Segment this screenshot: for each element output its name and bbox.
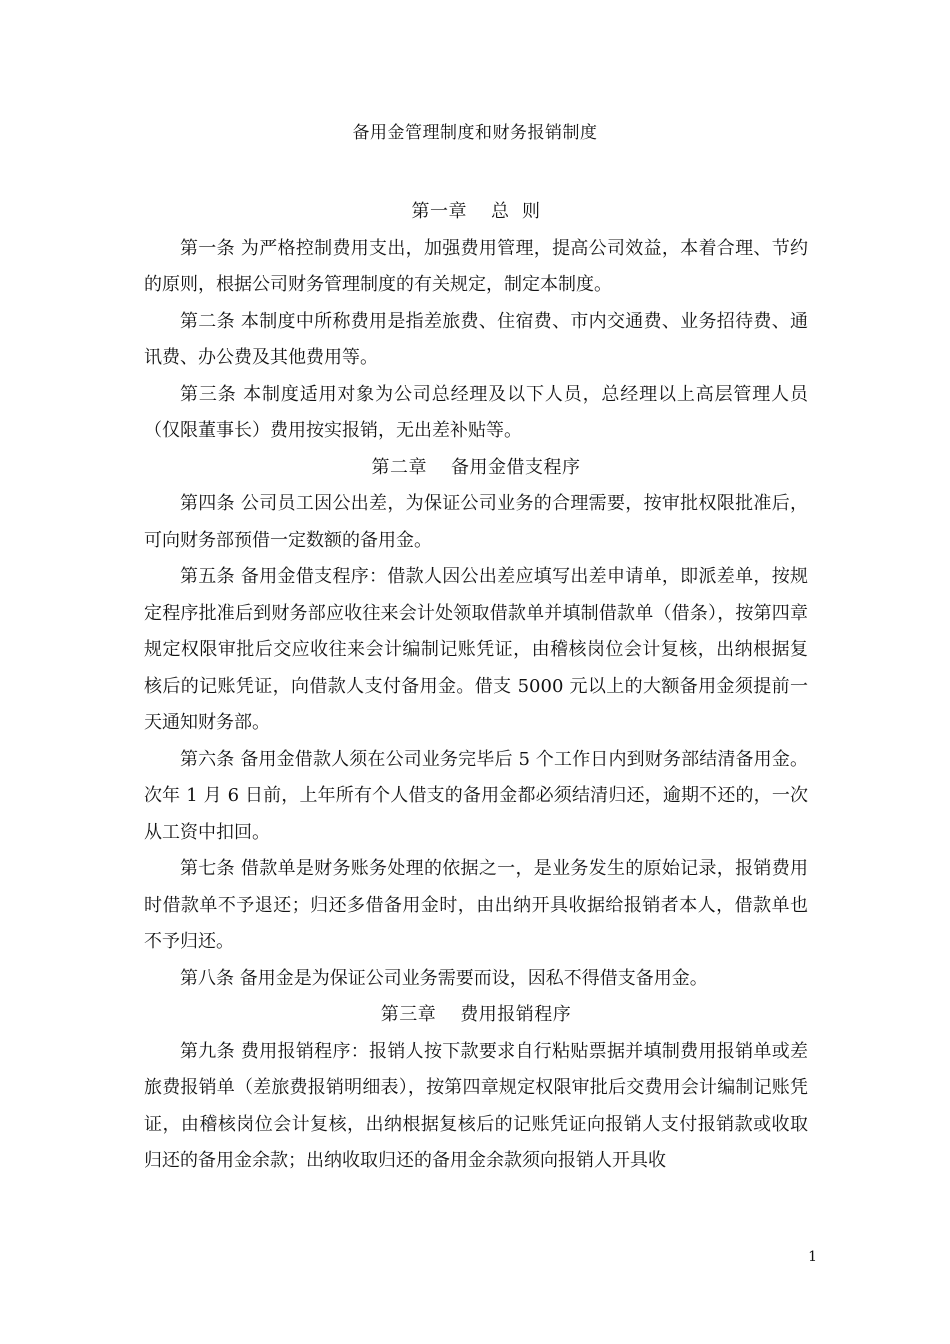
chapter-title: 费用报销程序 — [460, 1004, 572, 1025]
document-body — [144, 194, 808, 1180]
article-paragraph: 第二条 本制度中所称费用是指差旅费、住宿费、市内交通费、业务招待费、通讯费、办公费及其他费用等。 — [144, 310, 808, 368]
chapter-title: 备用金借支程序 — [451, 456, 581, 478]
chapter-heading — [144, 997, 808, 1034]
article-paragraph: 第八条 备用金是为保证公司业务需要而设，因私不得借支备用金。 — [180, 967, 708, 989]
article-paragraph: 第九条 费用报销程序：报销人按下款要求自行粘贴票据并填制费用报销单或差旅费报销单（差旅费报销明细表），按第四章规定权限审批后交费用会计编制记账凭证，由稽核岗位会计复核，出纳根据复核后的记账凭证向报销人支付报销款或收取归还的备用金余款；出纳收取归还的备用金余款须向报销人开具收 — [144, 1040, 808, 1171]
article-paragraph: 第三条 本制度适用对象为公司总经理及以下人员，总经理以上高层管理人员（仅限董事长）费用按实报销，无出差补贴等。 — [144, 383, 808, 441]
chapter-number: 第二章 — [371, 456, 427, 478]
chapter-number: 第三章 — [380, 1004, 437, 1025]
chapter-number: 第一章 — [411, 201, 468, 222]
chapter-heading — [144, 450, 808, 487]
page-number: 1 — [808, 1249, 817, 1265]
chapter-heading — [144, 194, 808, 231]
chapter-title: 总 则 — [491, 201, 541, 222]
article-paragraph: 第七条 借款单是财务账务处理的依据之一，是业务发生的原始记录，报销费用时借款单不予退还；归还多借备用金时，由出纳开具收据给报销者本人，借款单也不予归还。 — [144, 858, 808, 952]
article-paragraph: 第四条 公司员工因公出差，为保证公司业务的合理需要，按审批权限批准后，可向财务部预借一定数额的备用金。 — [144, 493, 808, 551]
document-title: 备用金管理制度和财务报销制度 — [352, 123, 598, 143]
article-paragraph: 第六条 备用金借款人须在公司业务完毕后 5 个工作日内到财务部结清备用金。次年 1 月 6 日前，上年所有个人借支的备用金都必须结清归还，逾期不还的，一次从工资中扣回。 — [144, 748, 808, 843]
article-paragraph: 第五条 备用金借支程序：借款人因公出差应填写出差申请单，即派差单，按规定程序批准后到财务部应收往来会计处领取借款单并填制借款单（借条），按第四章规定权限审批后交应收往来会计编制记账凭证，由稽核岗位会计复核，出纳根据复核后的记账凭证，向借款人支付备用金。借支 5000 元以上的大额备用金须提前一天通知财务部。 — [144, 566, 808, 733]
article-paragraph: 第一条 为严格控制费用支出，加强费用管理，提高公司效益，本着合理、节约的原则，根据公司财务管理制度的有关规定，制定本制度。 — [144, 237, 808, 295]
